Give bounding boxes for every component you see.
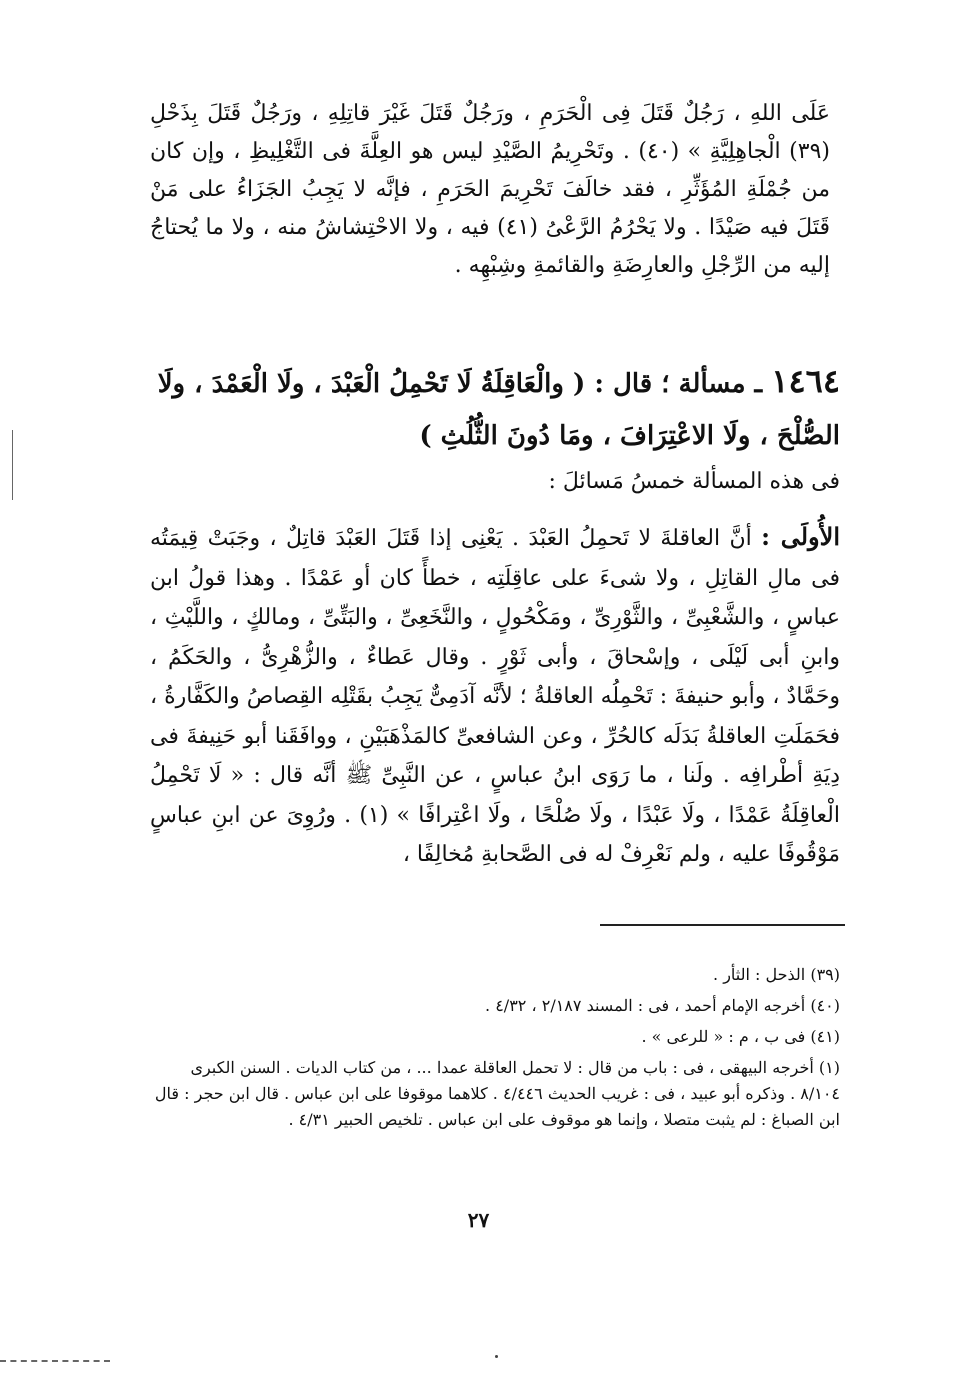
main-paragraph — [150, 517, 840, 875]
footnote-41: (٤١) فى ب ، م : « للرعى » . — [641, 1027, 840, 1046]
footnote-40: (٤٠) أخرجه الإمام أحمد ، فى : المسند ٢/١٨٧ ، ٤/٣٢ . — [485, 996, 840, 1015]
issue-label: ـ مسألة ؛ قال : — [594, 369, 763, 399]
issue-quote: ( والْعَاقِلَةُ لَا تَحْمِلُ الْعَبْدَ ، ولَا الْعَمْدَ ، ولَا الصُّلْحَ ، ولَا الاعْتِرَافَ ، ومَا دُونَ الثُّلُثِ ) — [157, 369, 840, 451]
footnotes — [148, 962, 840, 1138]
top-paragraph — [150, 95, 830, 285]
paragraph-text: عَلَى اللهِ ، رَجُلٌ قَتَلَ فِى الْحَرَمِ ، ورَجُلٌ قَتَلَ غَيْرَ قاتِلِهِ ، ورَجُلٌ قَتَلَ بِذَحْلِ (٣٩) الْجاهِلِيَّةِ » (٤٠) . وتَحْرِيمُ الصَّيْدِ ليس هو العِلَّةَ فى التَّغْلِيظِ ، وإن كان من جُمْلَةِ المُؤَثِّرِ ، فقد خالَفَ تَحْرِيمَ الحَرَمِ ، فإنَّه لا يَجِبُ الجَزَاءُ على مَنْ قَتَلَ فيه صَيْدًا . ولا يَحْرُمُ الرَّعْىُ (٤١) فيه ، ولا الاحْتِشاشُ منه ، ولا ما يُحتاجُ إليه من الرِّجْلِ والعارِضَةِ والقائمةِ وشِبْهِه . — [150, 101, 831, 278]
main-text: أنَّ العاقلةَ لا تَحمِلُ العَبْدَ . يَعْنِى إذا قَتَلَ العَبْدَ قاتِلٌ ، وجَبَتْ قِيمَتُه فى مالِ القاتِلِ ، ولا شىءَ على عاقِلَتِه ، خطأً كان أو عَمْدًا . وهذا قولُ ابن عباسٍ ، والشَّعْبِىِّ ، والثَّوْرِىِّ ، ومَكْحُولٍ ، والنَّخَعِىِّ ، والبَتِّىِّ ، ومالكٍ ، واللَّيْثِ ، وابنِ أبى لَيْلَى ، وإسْحاقَ ، وأبى ثَوْرٍ . وقال عَطاءٌ ، والزُّهْرِىُّ ، والحَكَمُ ، وحَمَّادٌ ، وأبو حنيفةَ : تَحْمِلُه العاقلةُ ؛ لأنَّه آدَمِىٌّ يَجِبُ بقَتْلِه القِصاصُ والكَفَّارةُ ، فحَمَلَتِ العاقلةُ بَدَلَه كالحُرِّ ، وعن الشافعىِّ كالمَذْهَبَيْنِ ، ووافَقَنا أبو حَنِيفةَ فى دِيَةِ أطْرافِه . ولَنا ، ما رَوَى ابنُ عباسٍ ، عن النَّبِىِّ ﷺ أنَّه قال : « لَا تَحْمِلُ الْعاقِلَةُ عَمْدًا ، ولَا عَبْدًا ، ولَا صُلْحًا ، ولَا اعْتِرافًا » (١) . ورُوِىَ عن ابنِ عباسٍ مَوْقُوفًا عليه ، ولم نَعْرِفْ له فى الصَّحابةِ مُخالِفًا ، — [150, 526, 840, 867]
footnote-39: (٣٩) الذحل : الثأر . — [713, 965, 840, 984]
footnote-1: (١) أخرجه البيهقى ، فى : باب من قال : لا تحمل العاقلة عمدا ... ، من كتاب الديات . السنن الكبرى ٨/١٠٤ . وذكره أبو عبيد ، فى : غريب الحديث ٤/٤٤٦ . كلاهما موقوفا على ابن عباس . قال ابن حجر : قال ابن الصباغ : لم يثبت متصلا ، وإنما هو موقوف على ابن عباس . تلخيص الحبير ٤/٣١ . — [154, 1058, 840, 1129]
scan-edge-mark — [0, 1360, 110, 1362]
intro-line: فى هذه المسألة خمسُ مَسائلَ : — [548, 469, 840, 494]
footnote-separator — [600, 924, 845, 926]
scan-dot — [495, 1355, 498, 1358]
page-number: ٢٧ — [467, 1208, 490, 1232]
margin-mark — [12, 430, 13, 500]
issue-number: ١٤٦٤ — [771, 362, 840, 400]
section-heading — [150, 355, 840, 462]
lead-word: الأُولَى : — [761, 522, 840, 551]
